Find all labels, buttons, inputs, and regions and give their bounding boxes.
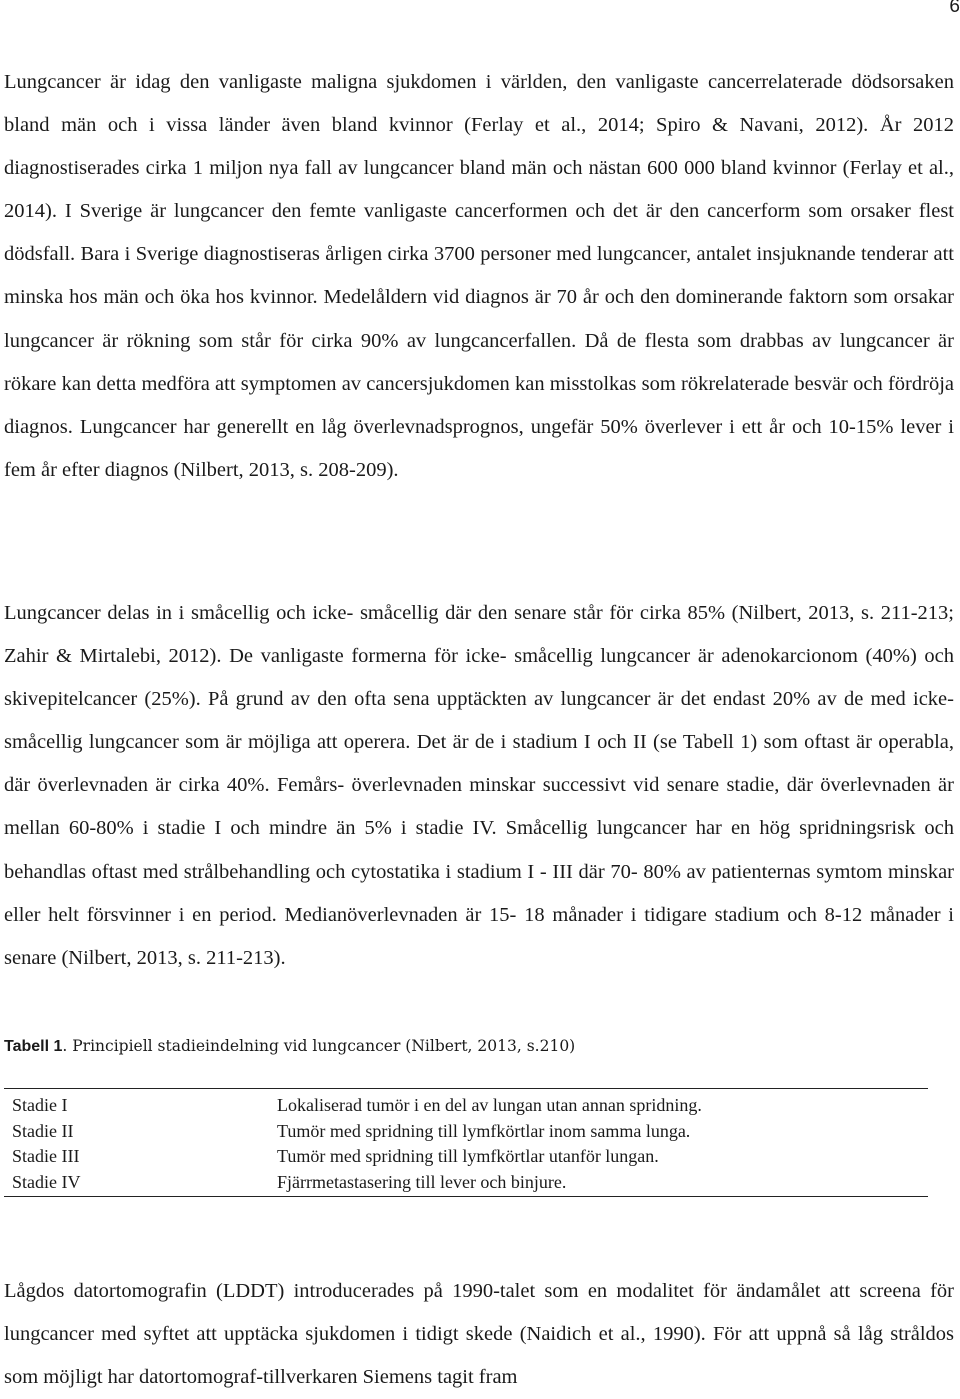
stage-cell: Stadie III — [12, 1146, 80, 1166]
description-cell: Tumör med spridning till lymfkörtlar utanför lungan. — [277, 1146, 659, 1166]
stage-cell: Stadie IV — [12, 1171, 81, 1192]
table-bottom-rule — [4, 1196, 928, 1197]
description-cell: Fjärrmetastasering till lever och binjure. — [277, 1171, 567, 1192]
stage-table — [4, 1093, 928, 1195]
table-row — [4, 1144, 928, 1170]
table-caption-label: Tabell 1 — [4, 1038, 63, 1055]
paragraph-lung-cancer-types: Lungcancer delas in i småcellig och icke- småcellig där den senare står för cirka 85% (Nilbert, 2013, s. 211-213; Zahir & Mirtalebi, 2012). De vanligaste formerna för icke- småcellig lungcancer är adenokarcionom (40%) och skivepitelcancer (25%). På grund av den ofta sena upptäckten av lungcancer är det endast 20% av de med icke- småcellig lungcancer som är möjliga att operera. Det är de i stadium I och II (se Tabell 1) som oftast är operabla, där överlevnaden är cirka 40%. Femårs- överlevnaden minskar successivt vid senare stadie, där överlevnaden är mellan 60-80% i stadie I och mindre än 5% i stadie IV. Småcellig lungcancer har en hög spridningsrisk och behandlas oftast med strålbehandling och cytostatika i stadium I - III där 70- 80% av patienternas symtom minskar eller helt försvinner i en period. Medianöverlevnaden är 15- 18 månader i tidigare stadium och 8-12 månader i senare (Nilbert, 2013, s. 211-213). — [4, 602, 954, 969]
table-caption-text: . Principiell stadieindelning vid lungcancer (Nilbert, 2013, s.210) — [62, 1037, 576, 1055]
stage-cell: Stadie I — [12, 1095, 68, 1115]
table-top-rule — [4, 1088, 928, 1089]
table-caption — [4, 1035, 575, 1056]
description-cell: Lokaliserad tumör i en del av lungan utan annan spridning. — [277, 1095, 702, 1115]
description-cell: Tumör med spridning till lymfkörtlar inom samma lunga. — [277, 1120, 691, 1141]
paragraph-lddt: Lågdos datortomografin (LDDT) introducerades på 1990-talet som en modalitet för ändamålet att screena för lungcancer med syftet att upptäcka sjukdomen i tidigt skede (Naidich et al., 1990). För att uppnå så låg stråldos som möjligt har datortomograf-tillverkaren Siemens tagit fram — [4, 1280, 954, 1389]
table-row — [4, 1170, 928, 1196]
table-row — [4, 1093, 928, 1119]
page-number: 6 — [949, 0, 960, 17]
stage-cell: Stadie II — [12, 1120, 74, 1141]
table-row — [4, 1119, 928, 1145]
paragraph-lung-cancer-overview: Lungcancer är idag den vanligaste maligna sjukdomen i världen, den vanligaste cancerrelaterade dödsorsaken bland män och i vissa länder även bland kvinnor (Ferlay et al., 2014; Spiro & Navani, 2012). År 2012 diagnostiserades cirka 1 miljon nya fall av lungcancer bland män och nästan 600 000 bland kvinnor (Ferlay et al., 2014). I Sverige är lungcancer den femte vanligaste cancerformen och det är den cancerform som orsaker flest dödsfall. Bara i Sverige diagnostiseras årligen cirka 3700 personer med lungcancer, antalet insjuknande tenderar att minska hos män och öka hos kvinnor. Medelåldern vid diagnos är 70 år och den dominerande faktorn som orsakar lungcancer är rökning som står för cirka 90% av lungcancerfallen. Då de flesta som drabbas av lungcancer är rökare kan detta medföra att symptomen av cancersjukdomen kan misstolkas som rökrelaterade besvär och fördröja diagnos. Lungcancer har generellt en låg överlevnadsprognos, ungefär 50% överlever i ett år och 10-15% lever i fem år efter diagnos (Nilbert, 2013, s. 208-209). — [4, 71, 954, 481]
